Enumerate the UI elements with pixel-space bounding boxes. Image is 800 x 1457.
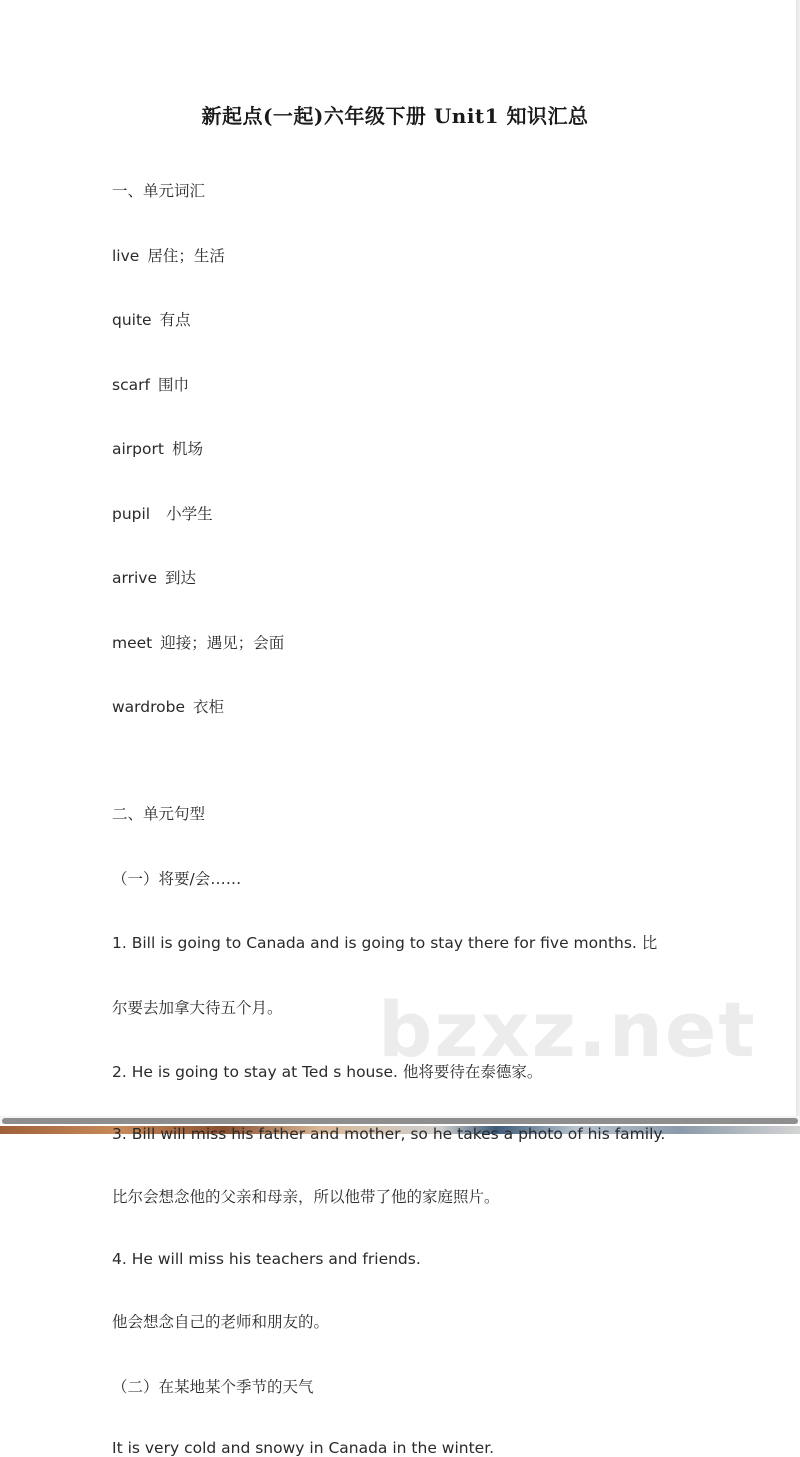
vocab-meaning: 机场 bbox=[171, 440, 203, 458]
sentence-line: 2. He is going to stay at Ted s house. 他将要待在泰德家。 bbox=[112, 1063, 543, 1081]
section-heading-vocabulary: 一、单元词汇 bbox=[112, 182, 206, 200]
vocab-word: arrive bbox=[112, 569, 157, 587]
vocab-item bbox=[112, 566, 800, 588]
vocab-word: airport bbox=[112, 440, 164, 458]
vocab-meaning: 迎接；遇见；会面 bbox=[160, 634, 285, 652]
vocab-meaning: 衣柜 bbox=[193, 698, 225, 716]
vocab-word: meet bbox=[112, 634, 153, 652]
vocab-item bbox=[112, 437, 800, 459]
subsection-heading-future: （一）将要/会…… bbox=[112, 870, 242, 888]
section-heading-sentences: 二、单元句型 bbox=[112, 805, 206, 823]
document-title: 新起点(一起)六年级下册 Unit1 知识汇总 bbox=[201, 104, 589, 128]
vocab-item bbox=[112, 695, 800, 717]
sentence-line: 4. He will miss his teachers and friends. bbox=[112, 1250, 421, 1268]
sentence-line: It is very cold and snowy in Canada in the winter. bbox=[112, 1439, 495, 1457]
vocab-meaning: 到达 bbox=[165, 569, 197, 587]
vocab-word: pupil bbox=[112, 505, 151, 523]
vocab-meaning: 围巾 bbox=[157, 376, 189, 394]
vocab-item bbox=[112, 631, 800, 653]
vocab-word: live bbox=[112, 247, 140, 265]
horizontal-scrollbar-thumb[interactable] bbox=[2, 1118, 798, 1124]
vocab-item bbox=[112, 244, 800, 266]
sentence-line: 3. Bill will miss his father and mother, so he takes a photo of his family. bbox=[112, 1125, 666, 1143]
sentence-line: 比尔会想念他的父亲和母亲，所以他带了他的家庭照片。 bbox=[112, 1188, 500, 1206]
vocab-word: scarf bbox=[112, 376, 150, 394]
vocab-word: quite bbox=[112, 311, 152, 329]
sentence-line: 他会想念自己的老师和朋友的。 bbox=[112, 1313, 330, 1331]
vocab-word: wardrobe bbox=[112, 698, 186, 716]
watermark: bzxz.net bbox=[378, 985, 757, 1074]
sentence-line: 尔要去加拿大待五个月。 bbox=[112, 999, 283, 1017]
vocab-meaning: 有点 bbox=[159, 311, 191, 329]
vocab-item bbox=[112, 373, 800, 395]
vocab-meaning: 居住；生活 bbox=[147, 247, 225, 265]
vocab-item bbox=[112, 502, 800, 524]
subsection-heading-weather: （二）在某地某个季节的天气 bbox=[112, 1378, 314, 1396]
vocab-meaning: 小学生 bbox=[166, 505, 213, 523]
vocab-item bbox=[112, 308, 800, 330]
sentence-line: 1. Bill is going to Canada and is going to stay there for five months. 比 bbox=[112, 934, 658, 952]
